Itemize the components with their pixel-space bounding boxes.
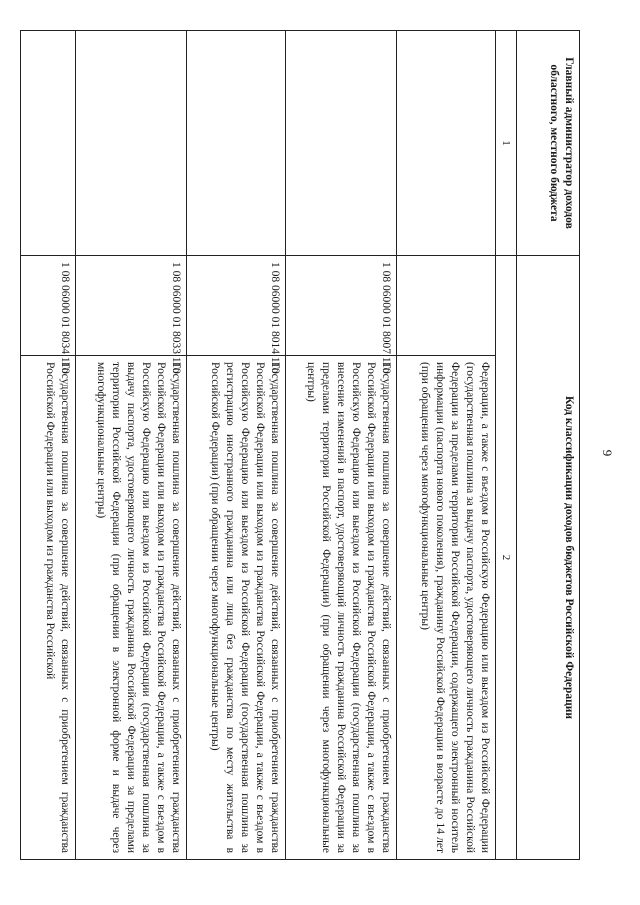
table-row [186, 31, 285, 860]
admin-cell [75, 31, 186, 256]
admin-cell [20, 31, 75, 256]
code-cell [396, 256, 495, 356]
admin-cell [396, 31, 495, 256]
code-cell: 1 08 06000 01 8033 110 [75, 256, 186, 356]
admin-cell [285, 31, 396, 256]
header-admin: Главный администратор доходов областного, местного бюджета [517, 31, 580, 256]
column-number-2: 2 [495, 256, 516, 860]
name-cell: Государственная пошлина за совершение действий, связанных с приобретением гражданства Российской Федерации или выходом из гражданства Российской Федерации, а также с въездом в Российскую Федерацию или выездом из Российской Федерации (государственная пошлина за регистрацию иностранного гражданина или лица без гражданства по месту жительства в Российской Федерации) (при обращении через многофункциональные центры) [186, 356, 285, 860]
column-number-1: 1 [495, 31, 516, 256]
name-cell: Государственная пошлина за совершение действий, связанных с приобретением гражданства Российской Федерации или выходом из гражданства Российской [20, 356, 75, 860]
table-row [75, 31, 186, 860]
rotated-table-wrapper [40, 30, 580, 860]
table-row [285, 31, 396, 860]
code-cell: 1 08 06000 01 8034 110 [20, 256, 75, 356]
name-cell: Федерации, а также с въездом в Российскую Федерацию или выездом из Российской Федерации (государственная пошлина за выдачу паспорта, удостоверяющего личность гражданина Российской Федерации за пределами территории Российской Федерации, содержащего электронный носитель информации (паспорта нового поколения), гражданину Российской Федерации в возрасте до 14 лет (при обращении через многофункциональные центры) [396, 356, 495, 860]
page-number: 9 [600, 449, 615, 457]
code-cell: 1 08 06000 01 8007 110 [285, 256, 396, 356]
table-row [20, 31, 75, 860]
header-code-and-name: Код классификации доходов бюджетов Российской Федерации [517, 256, 580, 860]
admin-cell [186, 31, 285, 256]
table-row [396, 31, 495, 860]
revenue-classification-table [20, 30, 580, 860]
code-cell: 1 08 06000 01 8014 110 [186, 256, 285, 356]
table-header-row [517, 31, 580, 860]
name-cell: Государственная пошлина за совершение действий, связанных с приобретением гражданства Российской Федерации или выходом из гражданства Российской Федерации, а также с въездом в Российскую Федерацию или выездом из Российской Федерации (государственная пошлина за выдачу паспорта, удостоверяющего личность гражданина Российской Федерации за пределами территории Российской Федерации (при обращении в электронной форме и выдаче через многофункциональные центры) [75, 356, 186, 860]
column-number-row [495, 31, 516, 860]
name-cell: Государственная пошлина за совершение действий, связанных с приобретением гражданства Российской Федерации или выходом из гражданства Российской Федерации, а также с въездом в Российскую Федерацию или выездом из Российской Федерации (государственная пошлина за внесение изменений в паспорт, удостоверяющий личность гражданина Российской Федерации за пределами территории Российской Федерации) (при обращении через многофункциональные центры) [285, 356, 396, 860]
